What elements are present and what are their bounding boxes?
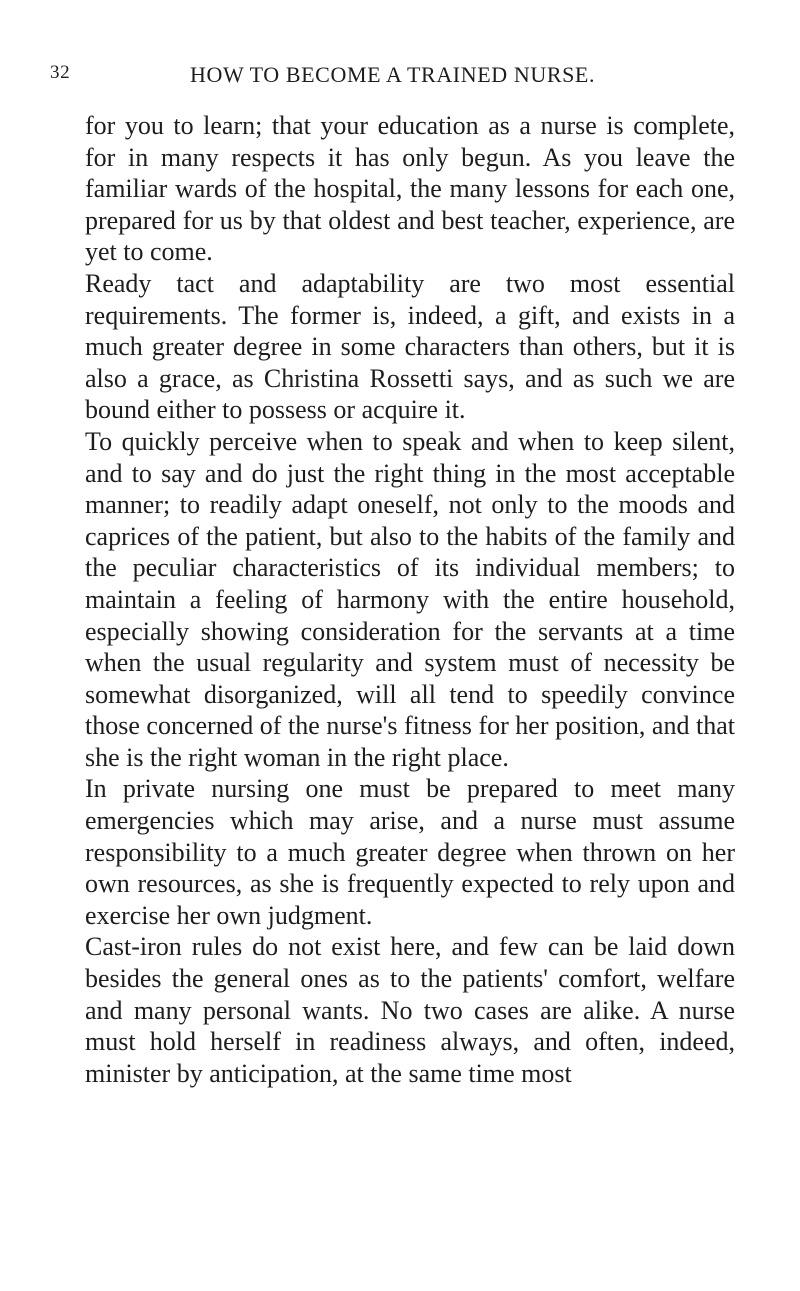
paragraph: for you to learn; that your education as a nurse is complete, for in many respects it has only begun. As you leave the familiar wards of the hospital, the many lessons for each one, prepared for us by that oldest and best teacher, experience, are yet to come.	[85, 111, 735, 267]
paragraph: To quickly perceive when to speak and when to keep silent, and to say and do just the right thing in the most acceptable manner; to readily adapt oneself, not only to the moods and caprices of the patient, but also to the habits of the family and the peculiar characteristics of its individual members; to maintain a feeling of harmony with the entire household, especially showing consideration for the servants at a time when the usual regularity and system must of necessity be somewhat disorganized, will all tend to speedily convince those concerned of the nurse's fitness for her position, and that she is the right woman in the right place.	[85, 426, 735, 772]
running-head	[50, 62, 750, 92]
body-text	[85, 110, 735, 1089]
page-number: 32	[50, 62, 71, 83]
paragraph: In private nursing one must be prepared to meet many emergencies which may arise, and a nurse must assume responsibility to a much greater degree when thrown on her own resources, as she is frequently expected to rely upon and exercise her own judgment.	[85, 774, 735, 930]
running-title: HOW TO BECOME A TRAINED NURSE.	[190, 62, 596, 87]
paragraph: Ready tact and adaptability are two most essential requirements. The former is, indeed, a gift, and exists in a much greater degree in some characters than others, but it is also a grace, as Christina Rossetti says, and as such we are bound either to possess or acquire it.	[85, 268, 735, 425]
paragraph: Cast-iron rules do not exist here, and few can be laid down besides the general ones as to the patients' comfort, welfare and many personal wants. No two cases are alike. A nurse must hold herself in readiness always, and often, indeed, minister by anticipation, at the same time most	[85, 932, 735, 1088]
